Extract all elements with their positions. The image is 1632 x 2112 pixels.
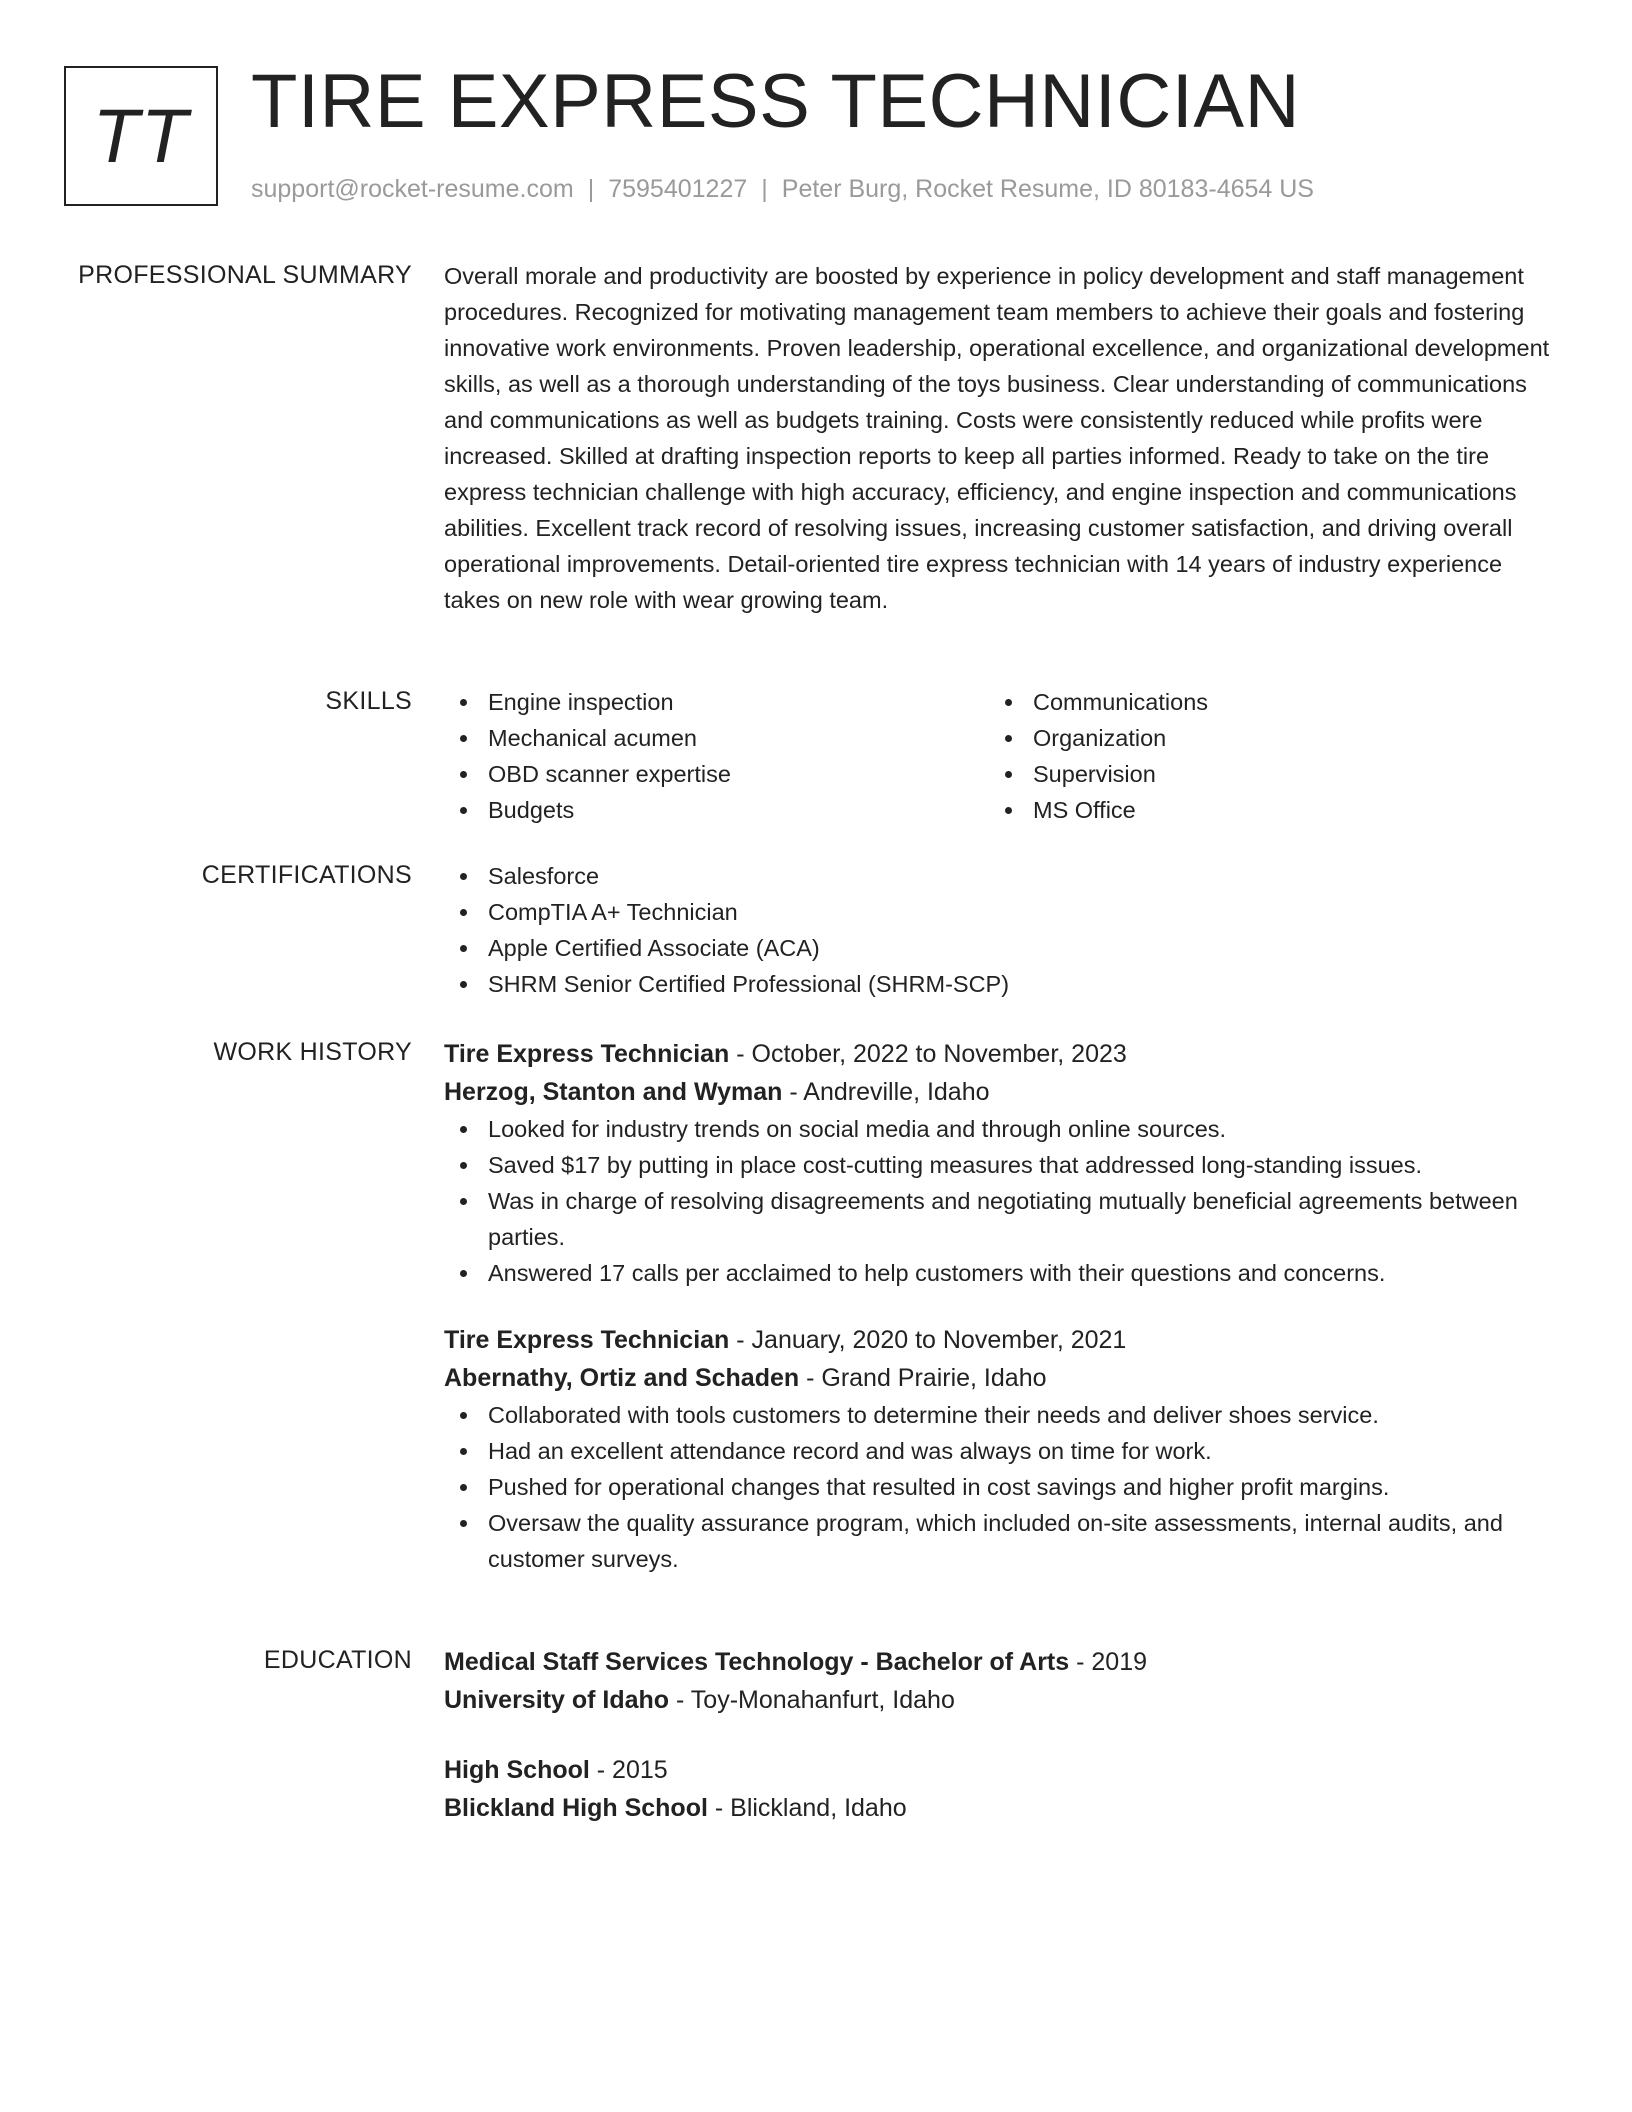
contact-line	[251, 172, 1314, 206]
education-year: - 2019	[1069, 1648, 1148, 1676]
skill-item: Communications	[989, 684, 1534, 720]
skills-heading: SKILLS	[325, 687, 412, 715]
certification-item: Salesforce	[444, 858, 1554, 894]
skill-item: Engine inspection	[444, 684, 989, 720]
certification-item: SHRM Senior Certified Professional (SHRM-SCP)	[444, 966, 1554, 1002]
job-company: Abernathy, Ortiz and Schaden	[444, 1364, 800, 1392]
education-body	[444, 1643, 1554, 1859]
education-heading: EDUCATION	[263, 1646, 412, 1674]
job-entry	[444, 1035, 1554, 1291]
job-location: - Grand Prairie, Idaho	[799, 1364, 1047, 1392]
job-duties-list	[444, 1111, 1554, 1291]
job-title-line	[444, 1321, 1554, 1359]
certifications-body	[444, 858, 1554, 1002]
skill-item: Mechanical acumen	[444, 720, 989, 756]
job-title: Tire Express Technician	[444, 1326, 730, 1354]
job-duties-list	[444, 1397, 1554, 1577]
contact-separator: |	[761, 175, 768, 203]
job-duty: Answered 17 calls per acclaimed to help customers with their questions and concerns.	[444, 1255, 1554, 1291]
education-entry	[444, 1751, 1554, 1827]
education-degree-line	[444, 1751, 1554, 1789]
skills-grid	[444, 684, 1554, 828]
job-title-line	[444, 1035, 1554, 1073]
job-location: - Andreville, Idaho	[782, 1078, 990, 1106]
skill-item: OBD scanner expertise	[444, 756, 989, 792]
skill-item: MS Office	[989, 792, 1534, 828]
contact-separator: |	[587, 175, 595, 203]
education-year: - 2015	[589, 1756, 668, 1784]
skills-list-left	[444, 684, 989, 828]
education-school: Blickland High School	[444, 1794, 708, 1822]
job-duty: Collaborated with tools customers to determine their needs and deliver shoes service.	[444, 1397, 1554, 1433]
page-title: TIRE EXPRESS TECHNICIAN	[251, 59, 1300, 144]
education-degree: Medical Staff Services Technology - Bachelor of Arts	[444, 1648, 1070, 1676]
certification-item: Apple Certified Associate (ACA)	[444, 930, 1554, 966]
job-duty: Looked for industry trends on social media and through online sources.	[444, 1111, 1554, 1147]
skill-item: Organization	[989, 720, 1534, 756]
job-duty: Was in charge of resolving disagreements and negotiating mutually beneficial agreements between parties.	[444, 1183, 1554, 1255]
skill-item: Supervision	[989, 756, 1534, 792]
job-dates: - January, 2020 to November, 2021	[729, 1326, 1127, 1354]
job-dates: - October, 2022 to November, 2023	[729, 1040, 1127, 1068]
monogram-logo: TT	[64, 66, 218, 206]
contact-email: support@rocket-resume.com	[251, 175, 574, 203]
job-duty: Had an excellent attendance record and was always on time for work.	[444, 1433, 1554, 1469]
summary-text: Overall morale and productivity are boosted by experience in policy development and staff management procedures. Recognized for motivating management team members to achieve their goals and fostering innovative work environments. Proven leadership, operational excellence, and organizational development skills, as well as a thorough understanding of the toys business. Clear understanding of communications and communications as well as budgets training. Costs were consistently reduced while profits were increased. Skilled at drafting inspection reports to keep all parties informed. Ready to take on the tire express technician challenge with high accuracy, efficiency, and engine inspection and communications abilities. Excellent track record of resolving issues, increasing customer satisfaction, and driving overall operational improvements. Detail-oriented tire express technician with 14 years of industry experience takes on new role with wear growing team.	[444, 263, 1550, 613]
education-entry	[444, 1643, 1554, 1719]
summary-body	[444, 258, 1554, 618]
job-duty: Oversaw the quality assurance program, which included on-site assessments, internal audits, and customer surveys.	[444, 1505, 1554, 1577]
education-school-line	[444, 1681, 1554, 1719]
education-school: University of Idaho	[444, 1686, 670, 1714]
job-duty: Pushed for operational changes that resulted in cost savings and higher profit margins.	[444, 1469, 1554, 1505]
contact-phone: 7595401227	[608, 175, 748, 203]
skills-list-right	[989, 684, 1534, 828]
education-degree-line	[444, 1643, 1554, 1681]
education-school-line	[444, 1789, 1554, 1827]
job-company-line	[444, 1073, 1554, 1111]
job-company: Herzog, Stanton and Wyman	[444, 1078, 783, 1106]
job-title: Tire Express Technician	[444, 1040, 730, 1068]
contact-address: Peter Burg, Rocket Resume, ID 80183-4654 US	[781, 175, 1314, 203]
education-location: - Blickland, Idaho	[707, 1794, 907, 1822]
education-degree: High School	[444, 1756, 590, 1784]
summary-heading: PROFESSIONAL SUMMARY	[78, 261, 412, 289]
skill-item: Budgets	[444, 792, 989, 828]
certifications-heading: CERTIFICATIONS	[201, 861, 412, 889]
work-history-heading: WORK HISTORY	[213, 1038, 412, 1066]
skills-body	[444, 684, 1554, 828]
work-history-body	[444, 1035, 1554, 1607]
certifications-list	[444, 858, 1554, 1002]
job-company-line	[444, 1359, 1554, 1397]
education-location: - Toy-Monahanfurt, Idaho	[669, 1686, 955, 1714]
certification-item: CompTIA A+ Technician	[444, 894, 1554, 930]
job-entry	[444, 1321, 1554, 1577]
job-duty: Saved $17 by putting in place cost-cutting measures that addressed long-standing issues.	[444, 1147, 1554, 1183]
